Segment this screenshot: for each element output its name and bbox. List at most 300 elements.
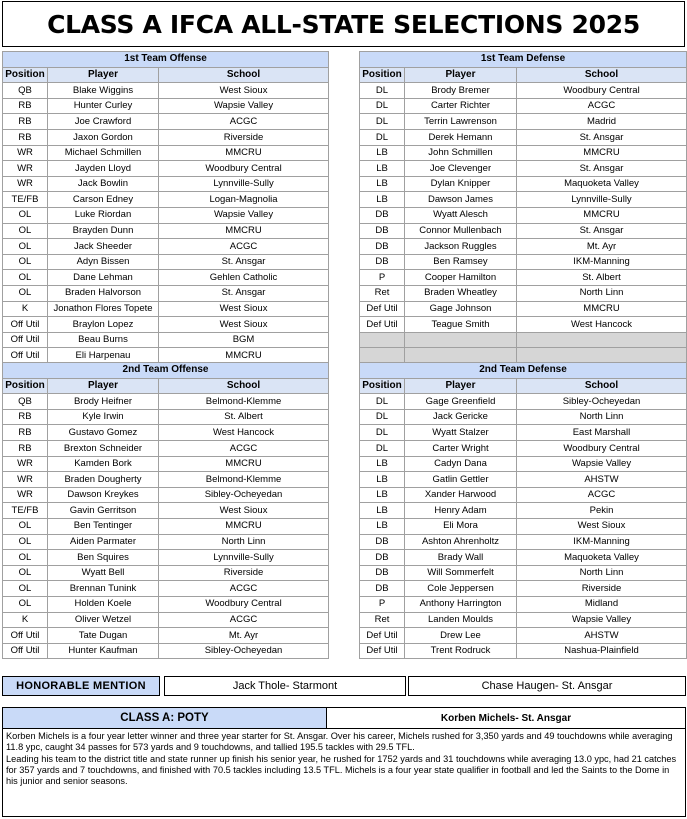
position-cell: OL — [3, 285, 48, 301]
first-team-offense-table — [2, 51, 329, 364]
player-cell: Holden Koele — [48, 596, 159, 612]
school-cell: North Linn — [517, 409, 687, 425]
table-row — [3, 628, 329, 644]
honorable-mention-name: Jack Thole- Starmont — [164, 676, 406, 696]
player-cell: John Schmillen — [405, 145, 517, 161]
position-cell: DB — [360, 254, 405, 270]
school-cell: Mt. Ayr — [159, 628, 329, 644]
position-cell: RB — [3, 425, 48, 441]
player-cell: Landen Moulds — [405, 612, 517, 628]
player-cell: Brody Heifner — [48, 394, 159, 410]
school-cell: Lynnville-Sully — [159, 550, 329, 566]
player-cell: Gavin Gerritson — [48, 503, 159, 519]
empty-row — [360, 332, 687, 348]
position-cell: OL — [3, 518, 48, 534]
table-row — [3, 192, 329, 208]
position-cell: OL — [3, 596, 48, 612]
table-row — [360, 409, 687, 425]
player-cell: Dylan Knipper — [405, 176, 517, 192]
position-cell: OL — [3, 270, 48, 286]
page-title: CLASS A IFCA ALL-STATE SELECTIONS 2025 — [2, 1, 685, 47]
position-cell: WR — [3, 487, 48, 503]
player-cell: Braden Wheatley — [405, 285, 517, 301]
position-cell: LB — [360, 176, 405, 192]
player-cell: Gage Johnson — [405, 301, 517, 317]
player-cell: Jonathon Flores Topete — [48, 301, 159, 317]
position-cell: DB — [360, 207, 405, 223]
school-cell: St. Albert — [517, 270, 687, 286]
position-cell: DB — [360, 550, 405, 566]
table-row — [360, 534, 687, 550]
school-cell: Wapsie Valley — [517, 456, 687, 472]
table-row — [360, 487, 687, 503]
table-row — [3, 114, 329, 130]
table-row — [3, 223, 329, 239]
school-cell: Sibley-Ocheyedan — [517, 394, 687, 410]
table-row — [3, 612, 329, 628]
table-row — [3, 596, 329, 612]
table-row — [3, 487, 329, 503]
table-row — [360, 161, 687, 177]
player-cell: Brady Wall — [405, 550, 517, 566]
second-team-offense-table — [2, 362, 329, 659]
table-row — [360, 503, 687, 519]
school-cell: Nashua-Plainfield — [517, 643, 687, 659]
school-cell: Riverside — [517, 581, 687, 597]
player-cell: Eli Harpenau — [48, 348, 159, 364]
school-cell: BGM — [159, 332, 329, 348]
section-heading: 1st Team Defense — [360, 52, 687, 68]
player-cell: Henry Adam — [405, 503, 517, 519]
school-cell: St. Ansgar — [159, 285, 329, 301]
school-cell: Woodbury Central — [517, 440, 687, 456]
player-cell: Jack Gericke — [405, 409, 517, 425]
table-row — [360, 472, 687, 488]
school-cell: St. Ansgar — [517, 223, 687, 239]
player-cell: Jack Sheeder — [48, 239, 159, 255]
column-header-school: School — [159, 378, 329, 394]
poty-player-name: Korben Michels- St. Ansgar — [440, 712, 572, 724]
position-cell: OL — [3, 239, 48, 255]
table-row — [360, 301, 687, 317]
position-cell: Off Util — [3, 348, 48, 364]
position-cell: DL — [360, 83, 405, 99]
school-cell: West Sioux — [159, 503, 329, 519]
table-row — [3, 503, 329, 519]
column-header-position: Position — [360, 378, 405, 394]
player-cell: Hunter Kaufman — [48, 643, 159, 659]
school-cell: MMCRU — [159, 348, 329, 364]
school-cell: Logan-Magnolia — [159, 192, 329, 208]
school-cell: Maquoketa Valley — [517, 176, 687, 192]
school-cell: ACGC — [159, 612, 329, 628]
school-cell: Belmond-Klemme — [159, 472, 329, 488]
school-cell: Pekin — [517, 503, 687, 519]
table-row — [3, 285, 329, 301]
player-cell: Ben Ramsey — [405, 254, 517, 270]
player-cell: Trent Rodruck — [405, 643, 517, 659]
column-header-player: Player — [405, 378, 517, 394]
player-cell: Jackson Ruggles — [405, 239, 517, 255]
position-cell: TE/FB — [3, 503, 48, 519]
school-cell: Madrid — [517, 114, 687, 130]
position-cell: TE/FB — [3, 192, 48, 208]
table-row — [360, 239, 687, 255]
position-cell: LB — [360, 518, 405, 534]
table-row — [360, 518, 687, 534]
table-row — [3, 98, 329, 114]
position-cell: OL — [3, 207, 48, 223]
column-header-position: Position — [3, 378, 48, 394]
table-row — [3, 207, 329, 223]
position-cell: Off Util — [3, 628, 48, 644]
table-row — [3, 518, 329, 534]
honorable-mention-row — [2, 676, 686, 696]
school-cell: Belmond-Klemme — [159, 394, 329, 410]
school-cell: West Hancock — [517, 317, 687, 333]
table-row — [3, 581, 329, 597]
school-cell: ACGC — [159, 239, 329, 255]
section-heading: 2nd Team Defense — [360, 363, 687, 379]
player-cell: Braden Halvorson — [48, 285, 159, 301]
position-cell: LB — [360, 503, 405, 519]
table-row — [3, 425, 329, 441]
column-header-position: Position — [3, 67, 48, 83]
table-row — [3, 643, 329, 659]
school-cell: MMCRU — [159, 456, 329, 472]
table-row — [3, 254, 329, 270]
school-cell: MMCRU — [159, 145, 329, 161]
table-row — [360, 254, 687, 270]
position-cell: WR — [3, 456, 48, 472]
table-row — [360, 83, 687, 99]
position-cell: Ret — [360, 612, 405, 628]
position-cell: DL — [360, 394, 405, 410]
school-cell: Sibley-Ocheyedan — [159, 487, 329, 503]
column-header-school: School — [517, 67, 687, 83]
player-cell: Terrin Lawrenson — [405, 114, 517, 130]
position-cell: OL — [3, 254, 48, 270]
school-cell: North Linn — [517, 285, 687, 301]
player-cell: Braylon Lopez — [48, 317, 159, 333]
position-cell: LB — [360, 487, 405, 503]
position-cell: WR — [3, 472, 48, 488]
table-row — [360, 394, 687, 410]
table-row — [360, 285, 687, 301]
column-header-player: Player — [405, 67, 517, 83]
poty-label: CLASS A: POTY — [3, 708, 327, 728]
position-cell: P — [360, 270, 405, 286]
position-cell: OL — [3, 550, 48, 566]
column-header-school: School — [159, 67, 329, 83]
school-cell: West Hancock — [159, 425, 329, 441]
player-cell: Wyatt Stalzer — [405, 425, 517, 441]
player-cell: Gatlin Gettler — [405, 472, 517, 488]
player-cell: Brayden Dunn — [48, 223, 159, 239]
player-cell: Carter Wright — [405, 440, 517, 456]
position-cell: OL — [3, 565, 48, 581]
player-cell: Michael Schmillen — [48, 145, 159, 161]
player-cell: Carson Edney — [48, 192, 159, 208]
player-cell: Kamden Bork — [48, 456, 159, 472]
school-cell: Riverside — [159, 129, 329, 145]
poty-paragraph: Leading his team to the district title and state runner up finish his senior year, he rushed for 1752 yards and 31 touchdowns while averaging 13.0 ypc, had 21 catches for 357 yards and 7 touchdowns, and finished with 70.5 tackles including 13.5 TFL. Michels is a four year state qualifier in football and led the Saints to the Dome in his junior and senior seasons. — [6, 753, 677, 787]
position-cell: LB — [360, 456, 405, 472]
table-row — [360, 114, 687, 130]
position-cell: Def Util — [360, 317, 405, 333]
player-cell: Ben Tentinger — [48, 518, 159, 534]
player-cell: Adyn Bissen — [48, 254, 159, 270]
player-cell: Kyle Irwin — [48, 409, 159, 425]
player-cell: Ashton Ahrenholtz — [405, 534, 517, 550]
position-cell: RB — [3, 114, 48, 130]
position-cell: OL — [3, 581, 48, 597]
table-row — [360, 192, 687, 208]
position-cell: Ret — [360, 285, 405, 301]
table-row — [3, 317, 329, 333]
table-row — [360, 596, 687, 612]
school-cell: Wapsie Valley — [159, 207, 329, 223]
school-cell: MMCRU — [517, 207, 687, 223]
table-row — [3, 550, 329, 566]
player-cell: Cadyn Dana — [405, 456, 517, 472]
player-of-the-year-box — [2, 707, 686, 817]
player-cell: Joe Clevenger — [405, 161, 517, 177]
player-cell: Teague Smith — [405, 317, 517, 333]
position-cell: DB — [360, 239, 405, 255]
position-cell: QB — [3, 394, 48, 410]
position-cell: OL — [3, 223, 48, 239]
position-cell: K — [3, 301, 48, 317]
school-cell: North Linn — [517, 565, 687, 581]
table-row — [3, 456, 329, 472]
player-cell: Cooper Hamilton — [405, 270, 517, 286]
school-cell: Lynnville-Sully — [159, 176, 329, 192]
school-cell: Gehlen Catholic — [159, 270, 329, 286]
table-row — [360, 145, 687, 161]
table-row — [360, 223, 687, 239]
position-cell: RB — [3, 440, 48, 456]
table-row — [3, 394, 329, 410]
school-cell: AHSTW — [517, 628, 687, 644]
school-cell: Lynnville-Sully — [517, 192, 687, 208]
player-cell: Jack Bowlin — [48, 176, 159, 192]
school-cell: IKM-Manning — [517, 254, 687, 270]
school-cell: ACGC — [517, 98, 687, 114]
table-row — [360, 440, 687, 456]
second-team-defense-table — [359, 362, 687, 659]
position-cell: Off Util — [3, 317, 48, 333]
player-cell: Gage Greenfield — [405, 394, 517, 410]
position-cell: DB — [360, 581, 405, 597]
position-cell: QB — [3, 83, 48, 99]
school-cell: Sibley-Ocheyedan — [159, 643, 329, 659]
table-row — [360, 98, 687, 114]
honorable-mention-name: Chase Haugen- St. Ansgar — [408, 676, 686, 696]
player-cell: Dane Lehman — [48, 270, 159, 286]
table-row — [3, 83, 329, 99]
player-cell: Will Sommerfelt — [405, 565, 517, 581]
table-row — [360, 270, 687, 286]
position-cell: DB — [360, 565, 405, 581]
table-row — [3, 534, 329, 550]
player-cell: Anthony Harrington — [405, 596, 517, 612]
poty-description — [3, 728, 685, 789]
position-cell: LB — [360, 472, 405, 488]
table-row — [3, 129, 329, 145]
player-cell: Dawson Kreykes — [48, 487, 159, 503]
school-cell: MMCRU — [159, 223, 329, 239]
table-row — [3, 239, 329, 255]
player-cell: Brody Bremer — [405, 83, 517, 99]
position-cell: LB — [360, 192, 405, 208]
player-cell: Carter Richter — [405, 98, 517, 114]
position-cell: WR — [3, 161, 48, 177]
honorable-mention-label: HONORABLE MENTION — [2, 676, 160, 696]
school-cell: Woodbury Central — [159, 161, 329, 177]
position-cell: Off Util — [3, 332, 48, 348]
table-row — [360, 612, 687, 628]
school-cell: Mt. Ayr — [517, 239, 687, 255]
table-row — [360, 207, 687, 223]
school-cell: West Sioux — [517, 518, 687, 534]
school-cell: ACGC — [159, 581, 329, 597]
school-cell: West Sioux — [159, 83, 329, 99]
column-header-player: Player — [48, 378, 159, 394]
school-cell: Woodbury Central — [517, 83, 687, 99]
school-cell: MMCRU — [159, 518, 329, 534]
player-cell: Brennan Tunink — [48, 581, 159, 597]
player-cell: Beau Burns — [48, 332, 159, 348]
position-cell: OL — [3, 534, 48, 550]
table-row — [360, 129, 687, 145]
table-row — [3, 270, 329, 286]
school-cell: Maquoketa Valley — [517, 550, 687, 566]
school-cell: Riverside — [159, 565, 329, 581]
player-cell: Jayden Lloyd — [48, 161, 159, 177]
position-cell: Def Util — [360, 628, 405, 644]
player-cell: Drew Lee — [405, 628, 517, 644]
table-row — [3, 409, 329, 425]
position-cell: DL — [360, 409, 405, 425]
school-cell: North Linn — [159, 534, 329, 550]
school-cell: ACGC — [517, 487, 687, 503]
player-cell: Jaxon Gordon — [48, 129, 159, 145]
player-cell: Dawson James — [405, 192, 517, 208]
position-cell: K — [3, 612, 48, 628]
table-row — [360, 456, 687, 472]
first-team-defense-table — [359, 51, 687, 364]
column-header-player: Player — [48, 67, 159, 83]
table-row — [3, 472, 329, 488]
table-row — [360, 176, 687, 192]
column-header-school: School — [517, 378, 687, 394]
poty-paragraph: Korben Michels is a four year letter winner and three year starter for St. Ansgar. Over his career, Michels rushed for 3,350 yards and 49 touchdowns while averaging 11.8 ypc, caught 34 passes for 573 yards and 9 touchdowns, and tallied 195.5 tackles with 29.5 TFL. — [6, 731, 673, 753]
school-cell: West Sioux — [159, 301, 329, 317]
table-row — [360, 317, 687, 333]
player-cell: Oliver Wetzel — [48, 612, 159, 628]
table-row — [3, 161, 329, 177]
school-cell: St. Ansgar — [159, 254, 329, 270]
player-cell: Cole Jeppersen — [405, 581, 517, 597]
table-row — [360, 565, 687, 581]
position-cell: LB — [360, 145, 405, 161]
school-cell: West Sioux — [159, 317, 329, 333]
player-cell: Luke Riordan — [48, 207, 159, 223]
school-cell: IKM-Manning — [517, 534, 687, 550]
table-row — [3, 332, 329, 348]
school-cell: Woodbury Central — [159, 596, 329, 612]
player-cell: Wyatt Bell — [48, 565, 159, 581]
school-cell: St. Ansgar — [517, 129, 687, 145]
player-cell: Blake Wiggins — [48, 83, 159, 99]
school-cell: MMCRU — [517, 145, 687, 161]
school-cell: Wapsie Valley — [517, 612, 687, 628]
school-cell: MMCRU — [517, 301, 687, 317]
position-cell: P — [360, 596, 405, 612]
school-cell: Midland — [517, 596, 687, 612]
position-cell: DL — [360, 425, 405, 441]
position-cell: LB — [360, 161, 405, 177]
table-row — [360, 643, 687, 659]
table-row — [360, 628, 687, 644]
school-cell: ACGC — [159, 114, 329, 130]
player-cell: Wyatt Alesch — [405, 207, 517, 223]
section-heading: 1st Team Offense — [3, 52, 329, 68]
school-cell: St. Albert — [159, 409, 329, 425]
player-cell: Xander Harwood — [405, 487, 517, 503]
position-cell: RB — [3, 409, 48, 425]
player-cell: Aiden Parmater — [48, 534, 159, 550]
position-cell: WR — [3, 145, 48, 161]
position-cell: WR — [3, 176, 48, 192]
player-cell: Connor Mullenbach — [405, 223, 517, 239]
position-cell: DB — [360, 223, 405, 239]
table-row — [360, 550, 687, 566]
position-cell: RB — [3, 129, 48, 145]
school-cell: East Marshall — [517, 425, 687, 441]
player-cell: Braden Dougherty — [48, 472, 159, 488]
table-row — [360, 425, 687, 441]
player-cell: Derek Hemann — [405, 129, 517, 145]
position-cell: RB — [3, 98, 48, 114]
player-cell: Eli Mora — [405, 518, 517, 534]
position-cell: DL — [360, 98, 405, 114]
position-cell: DL — [360, 440, 405, 456]
table-row — [3, 301, 329, 317]
position-cell: DL — [360, 114, 405, 130]
school-cell: ACGC — [159, 440, 329, 456]
player-cell: Hunter Curley — [48, 98, 159, 114]
section-heading: 2nd Team Offense — [3, 363, 329, 379]
player-cell: Ben Squires — [48, 550, 159, 566]
player-cell: Brexton Schneider — [48, 440, 159, 456]
column-header-position: Position — [360, 67, 405, 83]
player-cell: Joe Crawford — [48, 114, 159, 130]
player-cell: Tate Dugan — [48, 628, 159, 644]
table-row — [360, 581, 687, 597]
school-cell: St. Ansgar — [517, 161, 687, 177]
table-row — [3, 440, 329, 456]
position-cell: DB — [360, 534, 405, 550]
position-cell: Off Util — [3, 643, 48, 659]
table-row — [3, 145, 329, 161]
player-cell: Gustavo Gomez — [48, 425, 159, 441]
position-cell: Def Util — [360, 643, 405, 659]
school-cell: AHSTW — [517, 472, 687, 488]
position-cell: Def Util — [360, 301, 405, 317]
table-row — [3, 176, 329, 192]
